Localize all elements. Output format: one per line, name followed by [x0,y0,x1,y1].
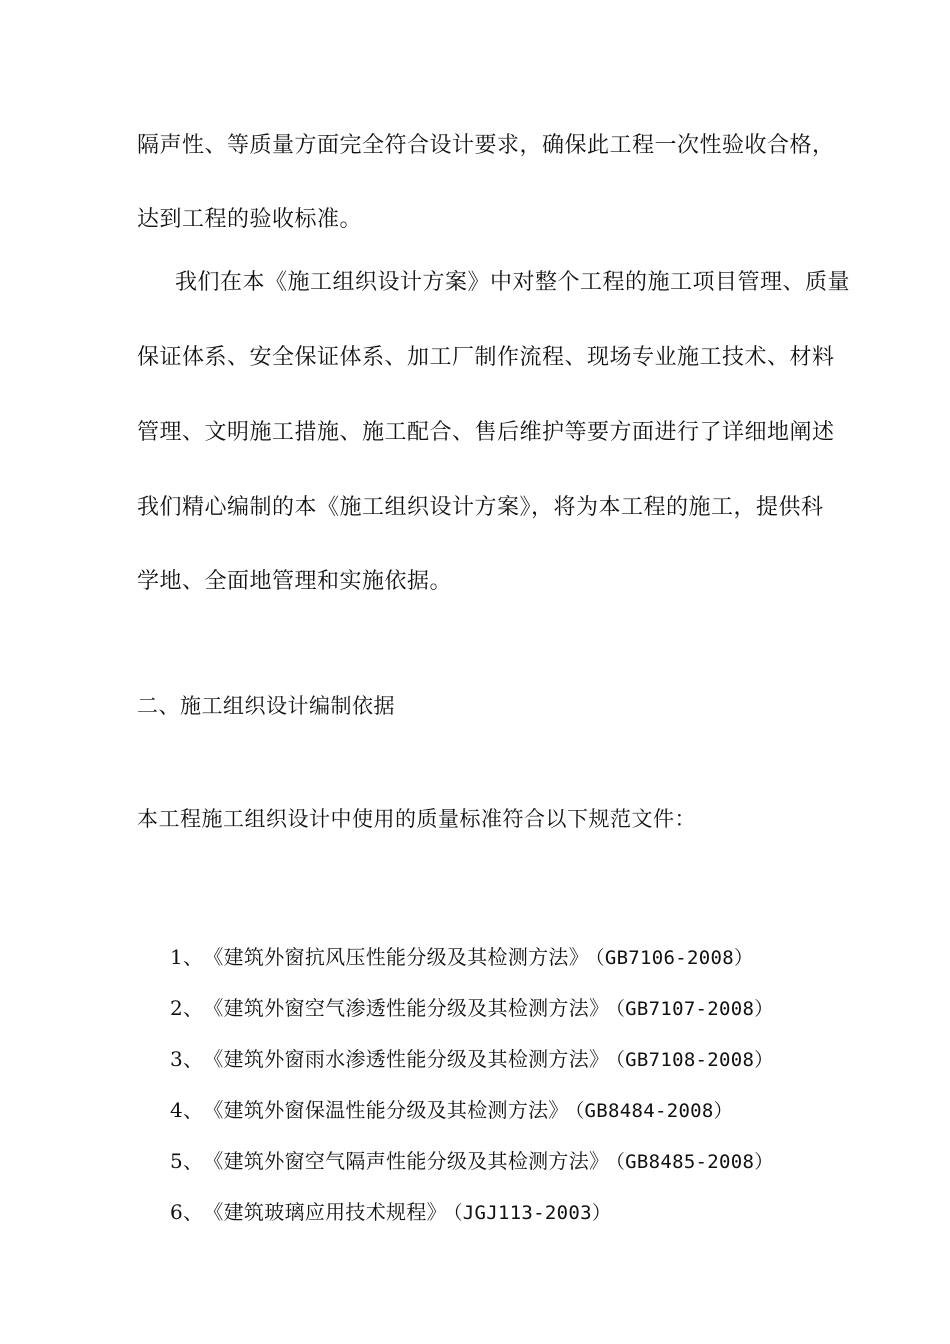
list-item [170,1146,774,1197]
intro-text: 本工程施工组织设计中使用的质量标准符合以下规范文件： [137,807,696,831]
list-item-title: 《建筑玻璃应用技术规程》 [203,1200,447,1224]
paragraph-line: 我们精心编制的本《施工组织设计方案》，将为本工程的施工，提供科 [137,495,824,520]
paragraph-line: 保证体系、安全保证体系、加工厂制作流程、现场专业施工技术、材料 [137,345,835,370]
list-item-code: （GB7106-2008） [595,947,754,969]
list-item-code: （JGJ113-2003） [452,1202,612,1224]
paragraph-line: 管理、文明施工措施、施工配合、售后维护等要方面进行了详细地阐述 [137,420,835,445]
list-item-code: （GB8485-2008） [615,1151,774,1173]
list-item-number: 4、 [170,1098,204,1122]
list-item [170,1044,774,1095]
reference-list [170,942,774,1248]
section-heading: 二、施工组织设计编制依据 [137,694,395,718]
list-item [170,993,774,1044]
list-item-code: （GB7108-2008） [615,1049,774,1071]
list-item-title: 《建筑外窗抗风压性能分级及其检测方法》 [203,945,590,969]
list-item-title: 《建筑外窗雨水渗透性能分级及其检测方法》 [203,1047,610,1071]
list-item [170,1095,774,1146]
list-item-code: （GB8484-2008） [574,1100,733,1122]
list-item-number: 1、 [170,945,204,969]
list-item [170,942,774,993]
list-item-title: 《建筑外窗保温性能分级及其检测方法》 [203,1098,569,1122]
paragraph-line: 我们在本《施工组织设计方案》中对整个工程的施工项目管理、质量 [175,270,851,295]
list-item-number: 5、 [170,1149,204,1173]
list-item-number: 2、 [170,996,204,1020]
paragraph-line: 达到工程的验收标准。 [137,207,363,232]
paragraph-line: 学地、全面地管理和实施依据。 [137,569,453,594]
list-item-number: 3、 [170,1047,204,1071]
list-item-code: （GB7107-2008） [615,998,774,1020]
list-item-title: 《建筑外窗空气渗透性能分级及其检测方法》 [203,996,610,1020]
list-item-number: 6、 [170,1200,204,1224]
list-item-title: 《建筑外窗空气隔声性能分级及其检测方法》 [203,1149,610,1173]
list-item [170,1197,774,1248]
paragraph-line: 隔声性、等质量方面完全符合设计要求，确保此工程一次性验收合格， [137,133,835,158]
